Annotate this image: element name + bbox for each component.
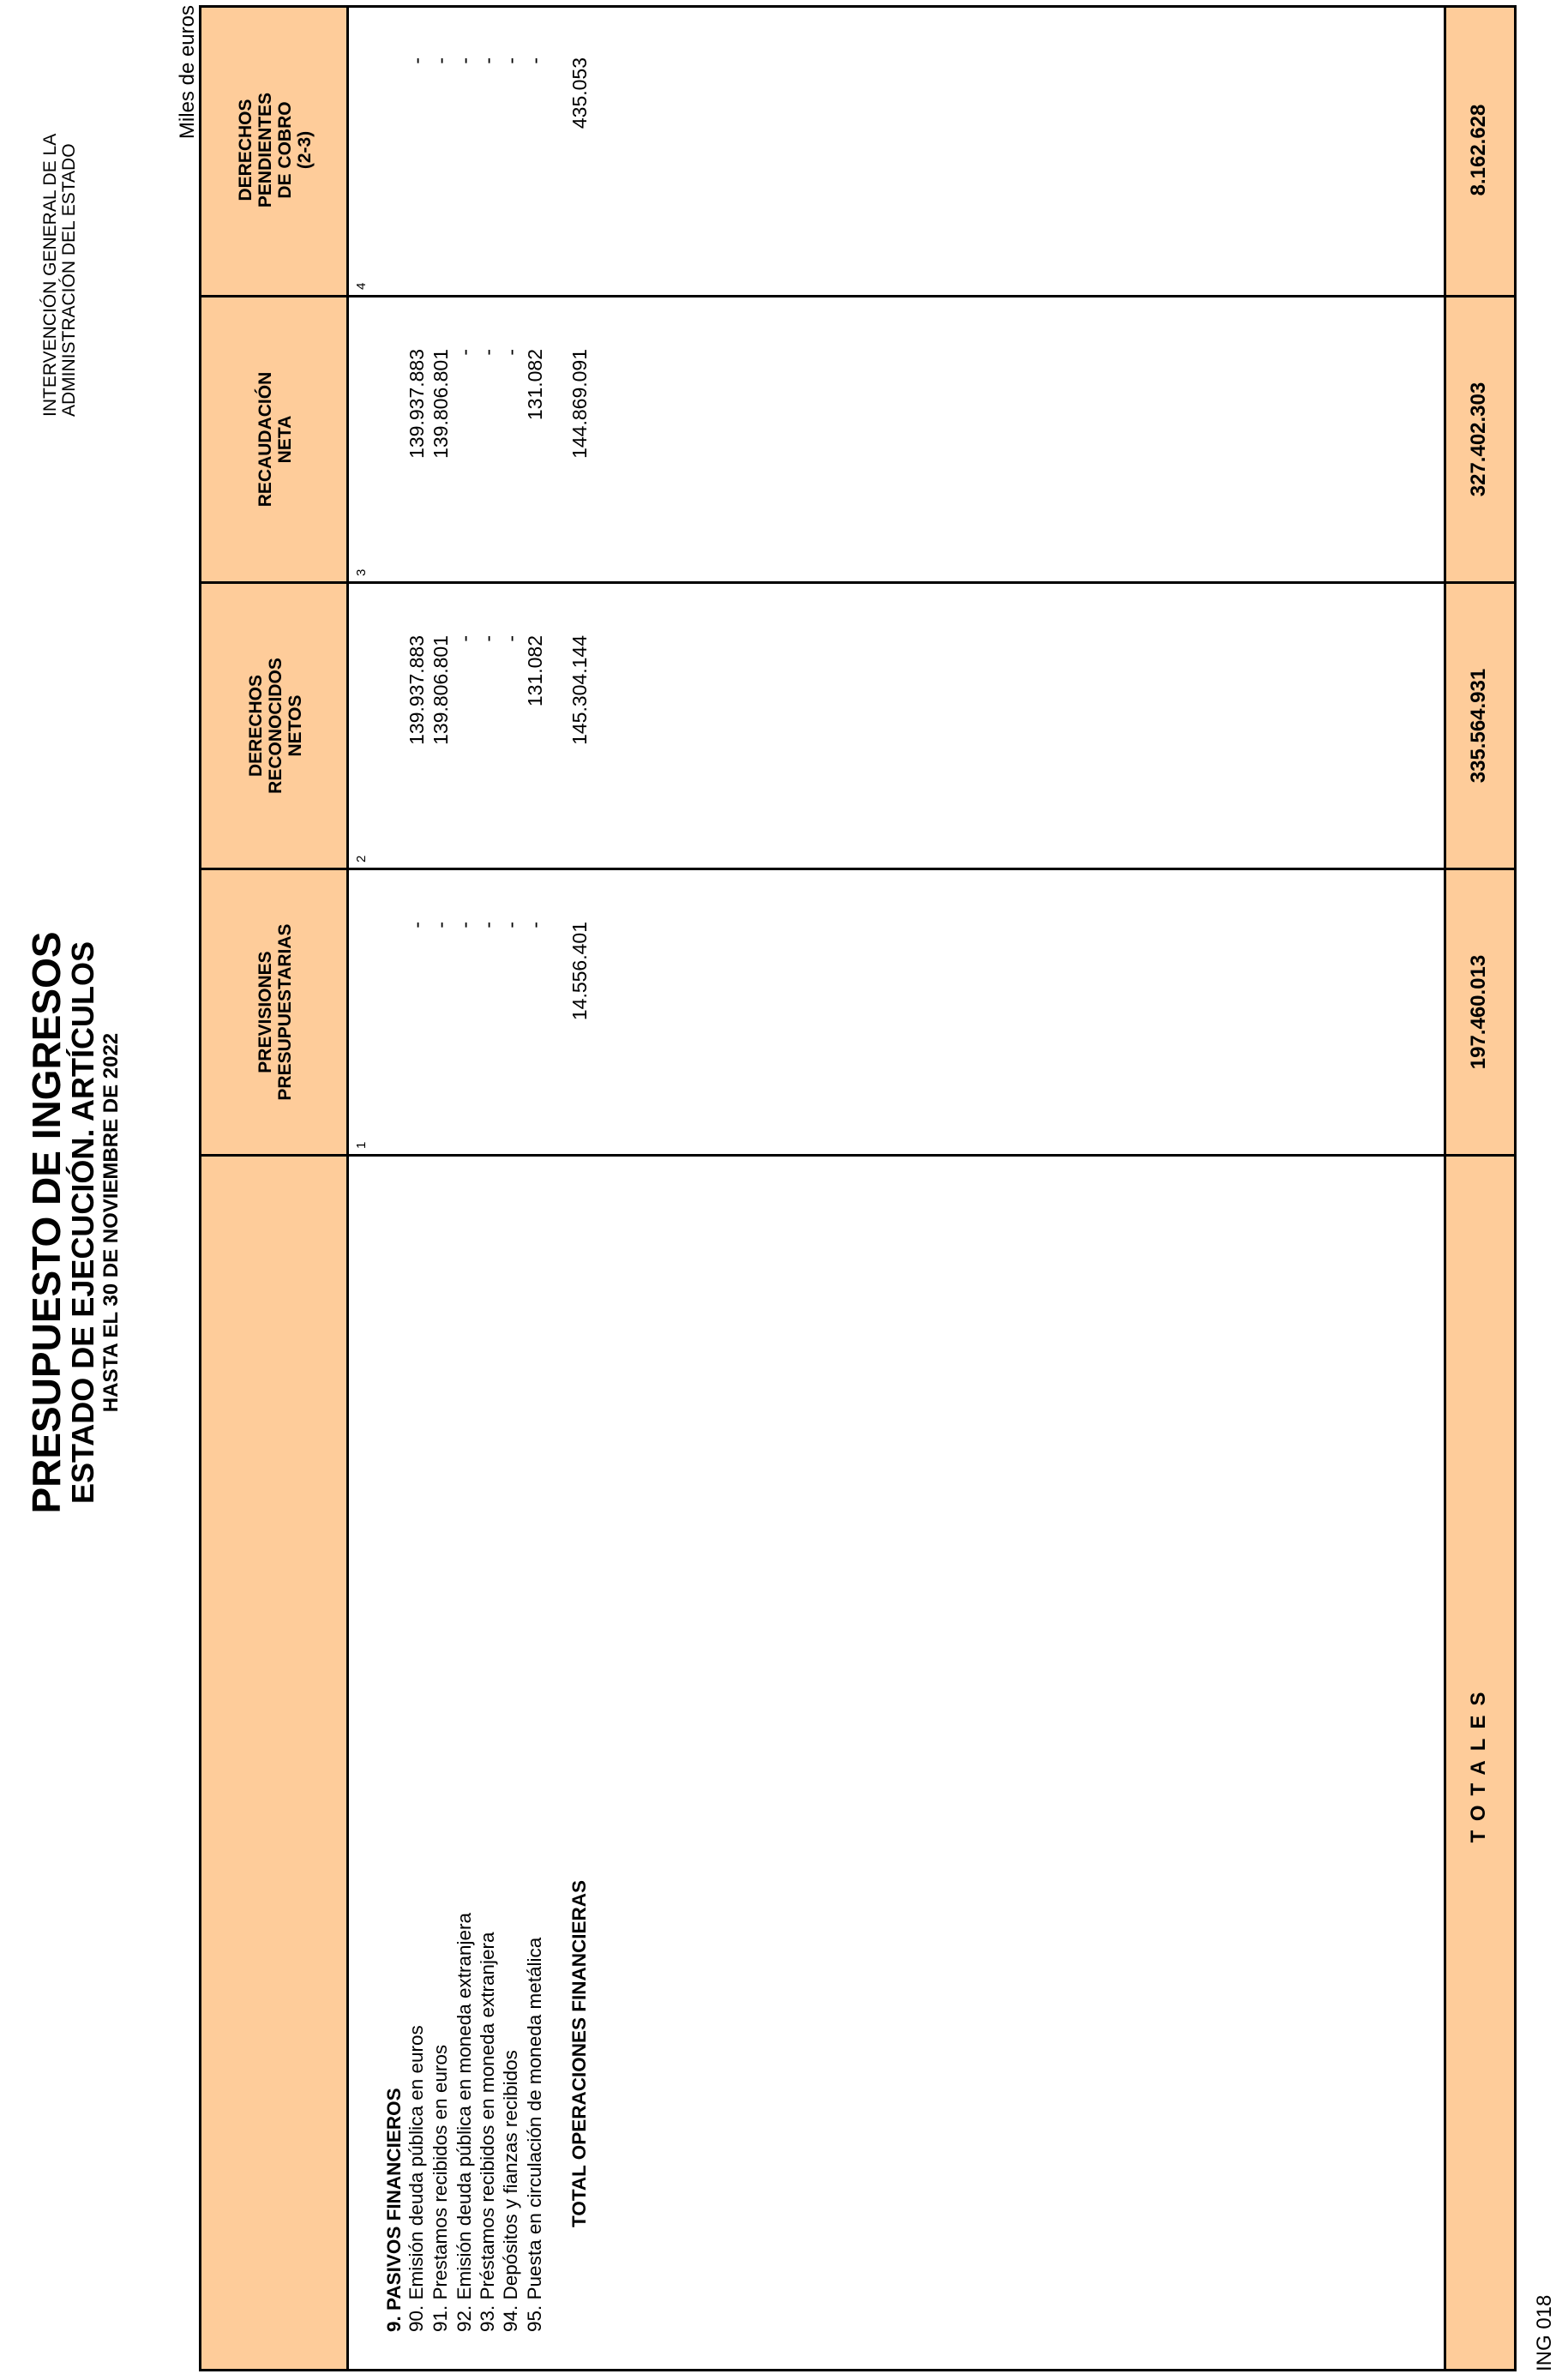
column-header-previsiones: PREVISIONES PRESUPUESTARIAS	[255, 923, 295, 1101]
row-label: 92. Emisión deuda pública en moneda extranjera	[454, 1912, 475, 2332]
total-financial-value: 144.869.091	[568, 349, 591, 459]
cell-value: -	[524, 57, 546, 64]
column-header-recaudacion: RECAUDACIÓN NETA	[255, 371, 295, 508]
totals-value: 327.402.303	[1467, 382, 1490, 497]
column-divider	[201, 868, 1514, 870]
column-number: 1	[354, 1141, 369, 1149]
totals-value: 335.564.931	[1467, 668, 1490, 784]
totals-label: TOTALES	[1467, 1682, 1490, 1843]
cell-value: 131.082	[524, 349, 546, 421]
page-title: PRESUPUESTO DE INGRESOS	[24, 931, 69, 1514]
cell-value: -	[454, 635, 476, 642]
cell-value: -	[454, 349, 476, 356]
cell-value: -	[500, 57, 522, 64]
cell-value: -	[454, 922, 476, 929]
cell-value: 131.082	[524, 635, 546, 707]
column-number: 2	[354, 855, 369, 862]
cell-value: 139.806.801	[430, 635, 452, 745]
cell-value: -	[454, 57, 476, 64]
column-divider	[201, 1154, 1514, 1157]
totals-value: 8.162.628	[1467, 104, 1490, 196]
cell-value: -	[500, 349, 522, 356]
row-label: 91. Prestamos recibidos en euros	[430, 2044, 451, 2332]
cell-value: -	[430, 922, 452, 929]
cell-value: 139.937.883	[406, 349, 428, 459]
cell-value: -	[477, 57, 499, 64]
column-header-derechos-reconocidos: DERECHOS RECONOCIDOS NETOS	[245, 658, 305, 794]
agency-line-1: INTERVENCIÓN GENERAL DE LA	[40, 133, 60, 417]
cell-value: -	[406, 57, 428, 64]
row-label: 95. Puesta en circulación de moneda metálica	[524, 1937, 545, 2332]
column-number: 4	[354, 282, 369, 290]
page-subtitle: ESTADO DE EJECUCIÓN. ARTÍCULOS	[65, 941, 100, 1505]
column-divider	[201, 295, 1514, 298]
cell-value: -	[477, 635, 499, 642]
form-code: ING 018	[1533, 2294, 1556, 2371]
period-label: HASTA EL 30 DE NOVIEMBRE DE 2022	[99, 1032, 123, 1413]
total-financial-value: 435.053	[568, 57, 591, 129]
totals-value: 197.460.013	[1467, 954, 1490, 1070]
section-label: 9. PASIVOS FINANCIEROS	[383, 2088, 405, 2332]
row-label: 90. Emisión deuda pública en euros	[406, 2025, 427, 2332]
cell-value: -	[477, 922, 499, 929]
total-financial-value: 145.304.144	[568, 635, 591, 745]
cell-value: 139.937.883	[406, 635, 428, 745]
budget-table	[199, 5, 1517, 2371]
agency-name	[41, 39, 79, 417]
total-financial-label: TOTAL OPERACIONES FINANCIERAS	[568, 1879, 590, 2227]
total-financial-value: 14.556.401	[568, 922, 591, 1021]
cell-value: -	[500, 635, 522, 642]
agency-line-2: ADMINISTRACIÓN DEL ESTADO	[59, 143, 79, 417]
row-label: 93. Préstamos recibidos en moneda extranjera	[477, 1932, 498, 2332]
column-number: 3	[354, 568, 369, 576]
cell-value: 139.806.801	[430, 349, 452, 459]
row-label: 94. Depósitos y fianzas recibidos	[500, 2050, 521, 2332]
cell-value: -	[477, 349, 499, 356]
column-header-pendientes: DERECHOS PENDIENTES DE COBRO (2-3)	[236, 92, 315, 208]
cell-value: -	[406, 922, 428, 929]
cell-value: -	[524, 922, 546, 929]
units-label: Miles de euros	[176, 5, 199, 140]
cell-value: -	[430, 57, 452, 64]
cell-value: -	[500, 922, 522, 929]
column-divider	[201, 581, 1514, 584]
title-block	[26, 837, 123, 1608]
